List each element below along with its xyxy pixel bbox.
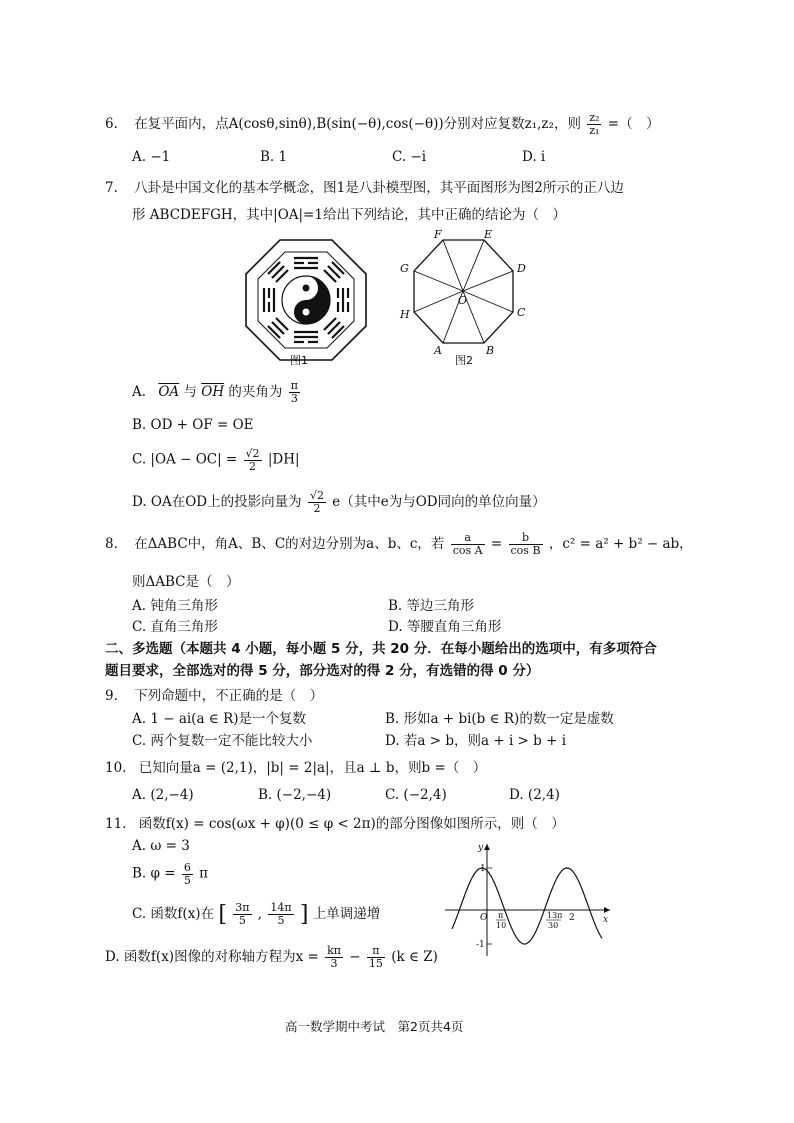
graph-origin-label: O xyxy=(480,913,488,923)
q7-a-post: 的夹角为 xyxy=(228,384,283,400)
q7-a-frac-num: π xyxy=(290,379,298,393)
graph-pi10-num: π xyxy=(498,911,504,920)
q8-frac1-den: cos A xyxy=(452,544,483,557)
q11-d-f2-num: π xyxy=(367,945,385,958)
q7-option-b: B. OD + OF = OE xyxy=(132,417,254,433)
q11-b-frac-den: 5 xyxy=(183,873,191,887)
vertex-o: O xyxy=(458,294,468,307)
q11-c-pre: C. 函数f(x)在 xyxy=(132,906,215,922)
q7-c-frac-den: 2 xyxy=(249,459,257,473)
q6-number: 6. xyxy=(105,116,118,132)
q7-option-c xyxy=(132,448,300,472)
page-footer: 高一数学期中考试 第2页共4页 xyxy=(285,1019,464,1034)
q10-option-b: B. (−2,−4) xyxy=(258,787,332,803)
q8-fraction-1 xyxy=(451,532,485,556)
q7-a-mid: 与 xyxy=(183,384,197,400)
q7-text-1: 八卦是中国文化的基本学概念，图1是八卦模型图，其平面图形为图2所示的正八边 xyxy=(134,180,624,196)
q7-c-frac-num: √2 xyxy=(245,447,260,460)
q7-number: 7. xyxy=(105,180,118,196)
q7-d-fraction xyxy=(308,490,326,514)
q10-number: 10. xyxy=(105,760,127,776)
q6-tail: =（ ） xyxy=(607,116,660,132)
q11-d-f1-num: kπ xyxy=(327,944,341,958)
q7-a-vec1: $\overline{OA}$ xyxy=(158,384,180,400)
q11-b-fraction xyxy=(182,862,193,886)
q11-option-a: A. ω = 3 xyxy=(132,838,190,854)
q11-text: 函数f(x) = cos(ωx + φ)(0 ≤ φ < 2π)的部分图像如图所示，则（ ） xyxy=(138,816,565,832)
q7-line2: 形 ABCDEFGH，其中|OA|=1给出下列结论，其中正确的结论为（ ） xyxy=(132,207,566,223)
q8-option-d: D. 等腰直角三角形 xyxy=(388,619,502,635)
q11-c-f1-num: 3π xyxy=(235,901,250,915)
q11-c-f2-num: 14π xyxy=(270,901,292,915)
q8-frac1-num: a xyxy=(451,532,485,545)
q7-d-frac-den: 2 xyxy=(313,502,321,515)
q7-a-fraction xyxy=(289,380,300,404)
q11-c-fraction-2 xyxy=(268,902,293,926)
q11-c-lbracket: [ xyxy=(218,902,227,927)
q11-stem xyxy=(105,812,565,832)
q8-post: ，c² = a² + b² − ab， xyxy=(548,536,693,552)
q8-fraction-2 xyxy=(509,532,543,556)
vertex-f: F xyxy=(434,228,442,241)
figure-1-caption: 图1 xyxy=(290,354,308,367)
q6-stem xyxy=(105,112,660,137)
vertex-d: D xyxy=(517,262,526,275)
q6-option-b: B. 1 xyxy=(260,149,288,165)
q11-option-c xyxy=(132,902,380,927)
q8-frac2-num: b xyxy=(509,532,543,545)
q11-b-frac-num: 6 xyxy=(183,861,191,874)
graph-yneg1-label: -1 xyxy=(476,940,485,950)
q11-d-post: (k ∈ Z) xyxy=(391,949,438,965)
q11-c-rbracket: ] xyxy=(299,902,309,927)
q8-number: 8. xyxy=(105,536,118,552)
vertex-b: B xyxy=(486,344,495,357)
q11-c-post: 上单调递增 xyxy=(312,906,381,922)
q11-d-f1-den: 3 xyxy=(330,957,338,970)
cosine-graph xyxy=(440,838,615,958)
q10-stem xyxy=(105,756,486,776)
q8-option-a: A. 钝角三角形 xyxy=(132,598,218,614)
q7-a-label: A. xyxy=(132,384,147,400)
q8-line2: 则ΔABC是（ ） xyxy=(132,574,240,590)
graph-y-label: y xyxy=(478,843,484,853)
q6-fraction xyxy=(587,112,601,136)
q7-a-frac-den: 3 xyxy=(290,392,298,405)
q6-text: 在复平面内，点A(cosθ,sinθ),B(sin(−θ),cos(−θ))分别对应复数z₁,z₂，则 xyxy=(134,116,581,132)
section-2-header: 二、多选题（本题共 4 小题，每小题 5 分，共 20 分．在每小题给出的选项中，有多项符合 xyxy=(105,641,657,657)
q8-eq: = xyxy=(490,536,503,552)
q10-option-d: D. (2,4) xyxy=(509,787,560,803)
q9-option-c: C. 两个复数一定不能比较大小 xyxy=(132,733,313,749)
q11-c-comma: , xyxy=(257,906,263,922)
q7-line1 xyxy=(105,176,624,196)
q7-option-a xyxy=(132,380,302,405)
q10-text: 已知向量a = (2,1)，|b| = 2|a|，且a ⊥ b，则b =（ ） xyxy=(138,760,487,776)
section-2-header-cont: 题目要求，全部选对的得 5 分，部分选对的得 2 分，有选错的得 0 分） xyxy=(105,663,540,679)
octagon-figure xyxy=(390,226,540,358)
q9-option-b: B. 形如a + bi(b ∈ R)的数一定是虚数 xyxy=(385,711,614,727)
q9-option-d: D. 若a > b，则a + i > b + i xyxy=(385,733,567,749)
q11-c-f1-den: 5 xyxy=(238,914,246,927)
vertex-g: G xyxy=(400,262,409,275)
q7-a-vec2: $\overline{OH}$ xyxy=(201,384,225,400)
q7-d-frac-num: √2 xyxy=(309,489,324,503)
q11-number: 11. xyxy=(105,816,127,832)
q6-option-d: D. i xyxy=(522,149,546,165)
q9-option-a: A. 1 − ai(a ∈ R)是一个复数 xyxy=(132,711,307,727)
q9-stem xyxy=(105,684,323,704)
q11-c-f2-den: 5 xyxy=(277,914,285,927)
q8-stem xyxy=(105,532,693,557)
graph-two-label: 2 xyxy=(569,913,575,923)
q11-d-fraction-2 xyxy=(367,945,385,969)
q10-option-c: C. (−2,4) xyxy=(385,787,447,803)
figure-2-caption: 图2 xyxy=(455,354,473,367)
graph-13pi30-den: 30 xyxy=(548,921,559,930)
q11-option-d xyxy=(105,945,438,970)
q8-text: 在ΔABC中，角A、B、C的对边分别为a、b、c，若 xyxy=(134,536,445,552)
vertex-c: C xyxy=(517,306,526,319)
vertex-a: A xyxy=(434,344,442,357)
q6-frac-num: z₂ xyxy=(589,111,600,125)
q11-b-pre: B. φ = xyxy=(132,865,176,882)
q10-option-a: A. (2,−4) xyxy=(132,787,194,803)
q7-c-post: |DH| xyxy=(267,451,300,468)
q11-b-post: π xyxy=(199,865,209,882)
q7-option-d xyxy=(132,490,546,515)
graph-13pi30-num: 13π xyxy=(547,911,563,920)
q9-number: 9. xyxy=(105,688,118,704)
q7-c-fraction xyxy=(244,448,262,472)
bagua-figure xyxy=(244,238,368,362)
q11-c-fraction-1 xyxy=(233,902,251,926)
q8-frac2-den: cos B xyxy=(510,544,541,557)
q11-d-fraction-1 xyxy=(325,945,343,969)
q11-d-pre: D. 函数f(x)图像的对称轴方程为x = xyxy=(105,949,319,965)
graph-x-label: x xyxy=(603,915,609,925)
q11-option-b xyxy=(132,862,208,886)
q6-option-c: C. −i xyxy=(392,149,427,165)
q7-d-pre: D. OA在OD上的投影向量为 xyxy=(132,494,302,510)
q6-option-a: A. −1 xyxy=(132,149,171,165)
q7-d-post: e（其中e为与OD同向的单位向量） xyxy=(332,494,546,510)
q11-d-mid: − xyxy=(349,949,361,965)
graph-pi10-den: 10 xyxy=(496,921,507,930)
q11-d-f2-den: 15 xyxy=(368,957,383,970)
vertex-e: E xyxy=(484,228,493,241)
graph-y1-label: 1 xyxy=(480,864,486,874)
q9-text: 下列命题中，不正确的是（ ） xyxy=(134,688,324,704)
q7-c-pre: C. |OA − OC| = xyxy=(132,451,238,468)
q8-option-b: B. 等边三角形 xyxy=(388,598,475,614)
vertex-h: H xyxy=(400,308,410,321)
q8-option-c: C. 直角三角形 xyxy=(132,619,218,635)
q6-frac-den: z₁ xyxy=(589,124,600,137)
